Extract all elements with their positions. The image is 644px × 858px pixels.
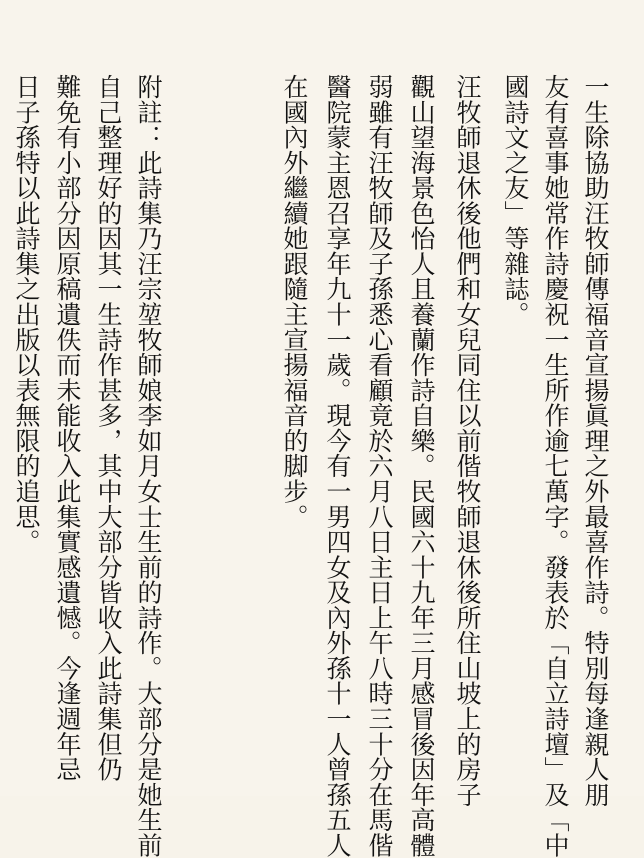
text-column-6: 弱雖有汪牧師及子孫悉心看顧竟於六月八日主日上午八時三十分在馬偕 [365, 74, 394, 858]
note-column-1: 附註：此詩集乃汪宗堃牧師娘李如月女士生前的詩作。大部分是她生前 [134, 74, 163, 858]
text-column-8: 在國內外繼續她跟隨主宣揚福音的脚步。 [280, 74, 309, 530]
text-column-4: 汪牧師退休後他們和女兒同住以前偕牧師退休後所住山坡上的房子 [453, 74, 482, 808]
text-column-3: 國詩文之友」等雜誌。 [501, 74, 530, 327]
text-column-7: 醫院蒙主恩召享年九十一歲。現今有一男四女及內外孫十一人曾孫五人 [323, 74, 352, 858]
note-column-3: 難免有小部分因原稿遺佚而未能收入此集實感遺憾。今逢週年忌 [53, 74, 82, 782]
text-column-2: 友有喜事她常作詩慶祝一生所作逾七萬字。發表於「自立詩壇」及「中 [541, 74, 570, 858]
text-column-1: 一生除協助汪牧師傳福音宣揚眞理之外最喜作詩。特別每逢親人朋 [581, 74, 610, 808]
note-column-2: 自己整理好的因其一生詩作甚多，其中大部分皆收入此詩集但仍 [94, 74, 123, 782]
text-column-5: 觀山望海景色怡人且養蘭作詩自樂。民國六十九年三月感冒後因年高體 [407, 74, 436, 858]
note-column-4: 日子孫特以此詩集之出版以表無限的追思。 [12, 74, 41, 555]
